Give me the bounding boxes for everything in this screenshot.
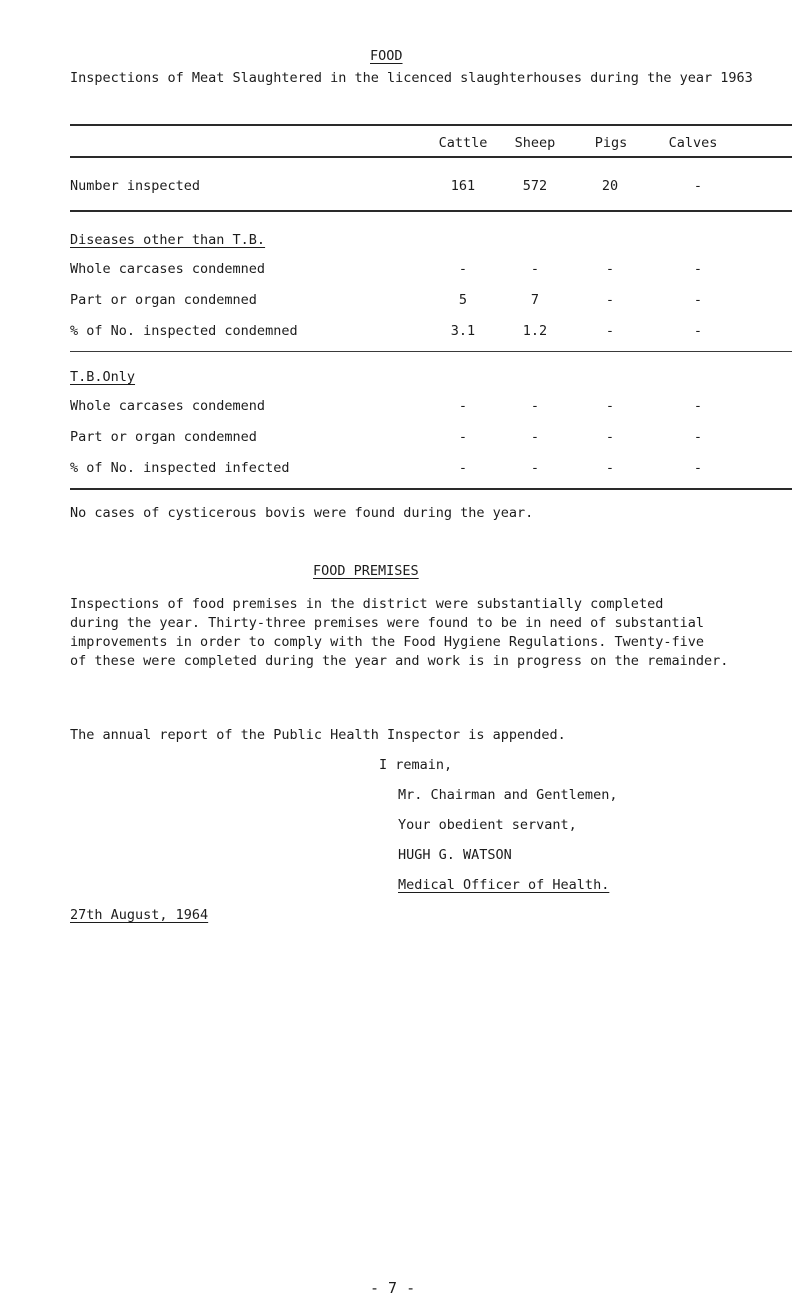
- cell-sheep: -: [530, 398, 540, 414]
- section-rule-1: [70, 210, 792, 212]
- row-label: Part or organ condemned: [70, 292, 257, 308]
- cell-calves: -: [693, 429, 703, 445]
- cell-cattle: 3.1: [450, 323, 476, 339]
- table-bottom-rule: [70, 488, 792, 490]
- col-header-calves: Calves: [668, 135, 718, 151]
- cell-cattle: 5: [458, 292, 468, 308]
- section-rule-2: [70, 351, 792, 352]
- cell-cattle: -: [458, 460, 468, 476]
- closing-remain: I remain,: [379, 757, 453, 773]
- food-premises-heading: FOOD PREMISES: [313, 563, 419, 579]
- cell-sheep: -: [530, 261, 540, 277]
- section-title-diseases: Diseases other than T.B.: [70, 232, 266, 248]
- row-label: % of No. inspected condemned: [70, 323, 298, 339]
- premises-line: improvements in order to comply with the Food Hygiene Regulations. Twenty-five: [70, 634, 704, 650]
- cell-pigs: -: [605, 429, 615, 445]
- premises-line: of these were completed during the year and work is in progress on the remainder.: [70, 653, 729, 669]
- cell-cattle: -: [458, 398, 468, 414]
- cell-calves: -: [693, 460, 703, 476]
- cysticercus-note: No cases of cysticerous bovis were found during the year.: [70, 505, 534, 521]
- closing-servant: Your obedient servant,: [398, 817, 577, 833]
- cell-pigs: -: [605, 292, 615, 308]
- col-header-sheep: Sheep: [514, 135, 556, 151]
- cell-pigs: -: [605, 261, 615, 277]
- cell-calves: -: [693, 261, 703, 277]
- page-heading: FOOD: [370, 48, 403, 64]
- row-label: Number inspected: [70, 178, 201, 194]
- cell-sheep: -: [530, 429, 540, 445]
- section-title-tb-only: T.B.Only: [70, 369, 136, 385]
- annual-report-line: The annual report of the Public Health Inspector is appended.: [70, 727, 566, 743]
- signatory-name: HUGH G. WATSON: [398, 847, 512, 863]
- row-label: % of No. inspected infected: [70, 460, 290, 476]
- cell-cattle: 161: [450, 178, 476, 194]
- col-header-pigs: Pigs: [594, 135, 628, 151]
- col-header-cattle: Cattle: [438, 135, 488, 151]
- document-date: 27th August, 1964: [70, 907, 209, 923]
- cell-cattle: -: [458, 429, 468, 445]
- cell-calves: -: [693, 292, 703, 308]
- cell-calves: -: [693, 323, 703, 339]
- cell-calves: -: [693, 178, 703, 194]
- closing-salutation: Mr. Chairman and Gentlemen,: [398, 787, 618, 803]
- cell-sheep: 1.2: [522, 323, 548, 339]
- header-rule: [70, 156, 792, 158]
- cell-pigs: -: [605, 460, 615, 476]
- table-top-rule: [70, 124, 792, 126]
- intro-line: Inspections of Meat Slaughtered in the licenced slaughterhouses during the year 1963: [70, 70, 753, 86]
- row-label: Part or organ condemned: [70, 429, 257, 445]
- page-number: - 7 -: [370, 1279, 416, 1297]
- row-label: Whole carcases condemned: [70, 261, 266, 277]
- cell-sheep: -: [530, 460, 540, 476]
- cell-sheep: 572: [522, 178, 548, 194]
- row-label: Whole carcases condemend: [70, 398, 266, 414]
- cell-calves: -: [693, 398, 703, 414]
- cell-pigs: 20: [601, 178, 619, 194]
- signatory-title: Medical Officer of Health.: [398, 877, 610, 893]
- premises-line: Inspections of food premises in the district were substantially completed: [70, 596, 664, 612]
- cell-sheep: 7: [530, 292, 540, 308]
- cell-pigs: -: [605, 323, 615, 339]
- cell-cattle: -: [458, 261, 468, 277]
- cell-pigs: -: [605, 398, 615, 414]
- premises-line: during the year. Thirty-three premises were found to be in need of substantial: [70, 615, 704, 631]
